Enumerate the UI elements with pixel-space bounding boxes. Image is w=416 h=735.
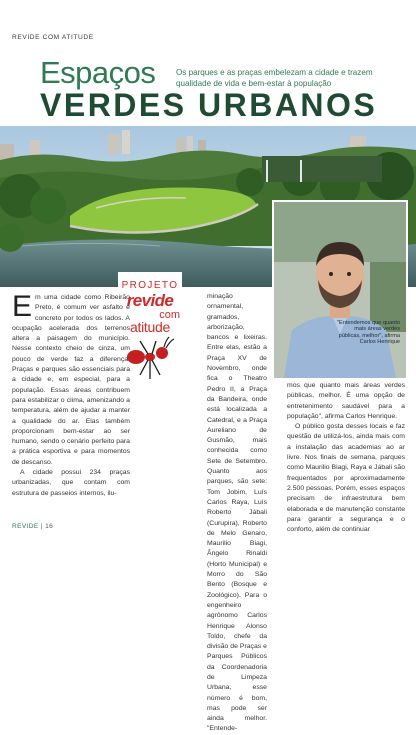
portrait-illustration <box>274 202 406 378</box>
logo-projeto-text: PROJETO <box>121 280 179 291</box>
footer-separator: | <box>40 523 43 530</box>
column-2-paragraph-1: minação ornamental, gramados, arborização, bancos e lixeiras. Entre elas, estão a Praça XV de Novembro, onde fica o Theatro Pedro II, a Praça da Bandeira, onde está localizada a Catedral, e a Praça Aureliano de Gusmão, mais conhecida como Sete de Setembro. Quanto aos parques, são sete: Tom Jobim, Luís Carlos Raya, Luís Roberto Jábali (Curupira), Roberto de Melo Genaro, Maurilio Biagi, Ângelo Rinaldi (Horto Municipal) e Morro do São Bento (Bosque e Zoológico). Para o engenheiro agrônomo Carlos Henrique Alonso Toldo, chefe da divisão de Praças e Parques Públicos da Coordenadoria de Limpeza Urbana, esse número é bom, mas pode ser ainda melhor. "Entende- <box>207 293 267 733</box>
standfirst: Os parques e as praças embelezam a cidade e trazem qualidade de vida e bem-estar à população <box>176 68 373 89</box>
column-1-paragraph-1: Em uma cidade como Ribeirão Preto, é comum ver asfalto e concreto por todos os lados. A ocupação acelerada dos terrenos altera a paisagem do município. Nesse contexto cheio de cinza, um pouco de verde faz a diferença. Praças e parques são essenciais para a cidade e, em especial, para a população. Essas áreas contribuem para estabilizar o clima, amenizando a temperatura, além de ajudar a manter a qualidade do ar. Elas também proporcionam bem-estar ao ser humano, sendo o cenário perfeito para a prática esportiva e para momentos de descanso. <box>12 290 130 466</box>
body-column-1 <box>12 290 130 499</box>
headline-line-1: Espaços <box>40 55 156 90</box>
portrait-photo <box>272 200 408 380</box>
page-footer <box>12 523 53 530</box>
column-3-paragraph-2: O público gosta desses locais e faz questão de utilizá-los, ainda mais com a instalação das academias ao ar livre. Nos finais de semana, parques como Maurilio Biagi, Raya e Jábali são frequentados por aproximadamente 2.500 pessoas. Porém, esses espaços precisam de infraestrutura bem elaborada e de manutenção constante para garantir a segurança e o conforto, além de continuar <box>287 423 405 534</box>
column-3-paragraph-1: mos que quanto mais áreas verdes públicas, melhor. É uma opção de entretenimento saudável para a população", afirma Carlos Henrique. <box>287 382 405 420</box>
page-number: 16 <box>45 523 54 530</box>
logo-atitude-text: atitude <box>130 319 170 335</box>
drop-cap: E <box>12 290 33 323</box>
body-column-2 <box>145 292 267 735</box>
logo-com-text: com <box>159 309 180 321</box>
section-kicker: REVIDE COM ATITUDE <box>12 34 94 41</box>
headline-line-2: VERDES URBANOS <box>40 87 378 123</box>
footer-brand: REVIDE <box>12 523 39 530</box>
portrait-caption: "Entendemos que quanto mais áreas verdes públicas, melhor", afirma Carlos Henrique <box>337 320 400 346</box>
column-1-paragraph-2: A cidade possui 234 praças urbanizadas, que contam com estrutura de passeios internos, ilu- <box>12 469 130 497</box>
logo-revide-text: revide <box>126 291 174 310</box>
body-column-3 <box>287 381 405 535</box>
